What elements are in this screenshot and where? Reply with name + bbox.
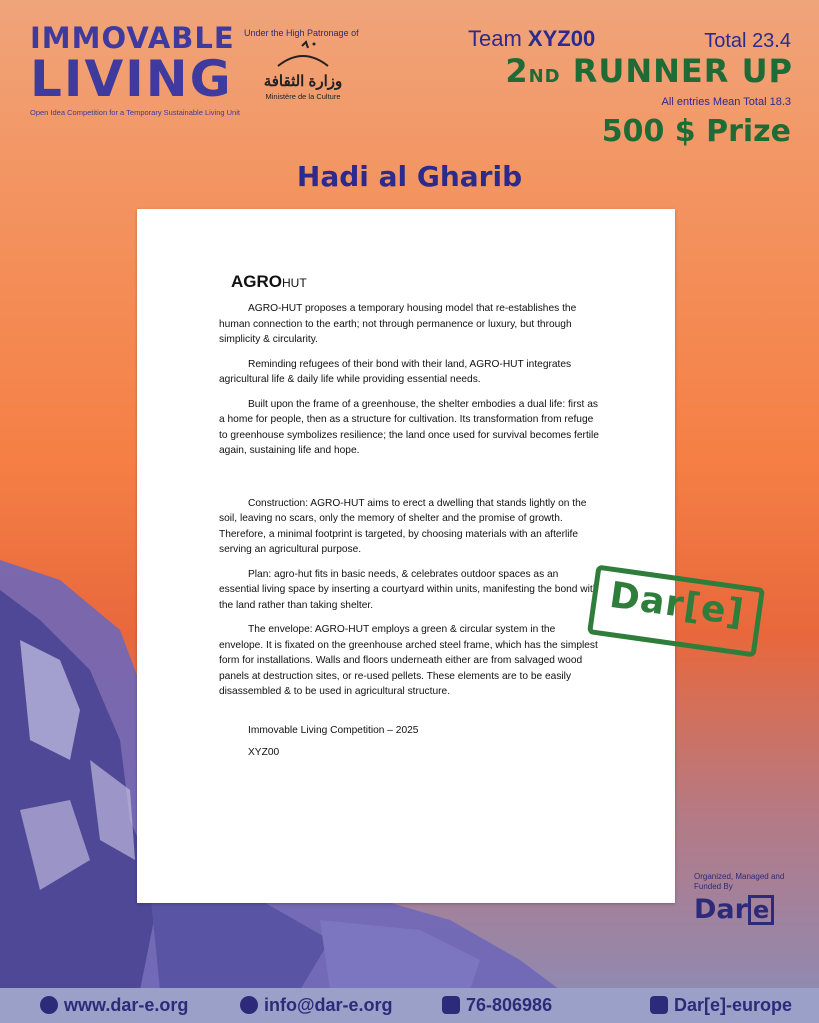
phone-text: 76-806986	[466, 995, 553, 1015]
phone-icon	[442, 996, 460, 1014]
team-prefix: Team	[468, 26, 522, 51]
prize-amount: 500 $ Prize	[601, 114, 791, 149]
document-paragraph: Reminding refugees of their bond with their land, AGRO-HUT integrates agricultural life & daily life while providing essential needs.	[219, 358, 572, 385]
ministry-arabic: وزارة الثقافة	[263, 73, 343, 90]
mean-total	[662, 96, 791, 108]
rank-title	[505, 52, 793, 90]
patronage	[244, 28, 374, 38]
website-text: www.dar-e.org	[64, 995, 189, 1015]
rank-suffix: ND	[528, 66, 561, 87]
instagram-text: Dar[e]-europe	[674, 995, 793, 1015]
logo-line1: IMMOVABLE	[30, 21, 235, 55]
document-paragraph: Construction: AGRO-HUT aims to erect a dwelling that stands lightly on the soil, leaving no scars, only the memory of shelter and the promise of growth. Therefore, a minimal footprint is targeted, by choosing materials with an afterlife serving an agricultural purpose.	[219, 497, 587, 555]
competition-logo	[30, 22, 240, 117]
total-value: 23.4	[752, 30, 791, 52]
rank-text: RUNNER UP	[572, 52, 793, 90]
total-label: Total	[704, 30, 747, 52]
entry-document	[137, 209, 675, 903]
document-paragraph: Built upon the frame of a greenhouse, the shelter embodies a dual life: first as a home for people, then as a structure for cultivation. Its transformation from refuge to greenhouse symbolizes resilience; the land once used for survival becomes fertile again, sustaining life and hope.	[219, 398, 599, 456]
document-title-rest: HUT	[282, 276, 307, 290]
total-score	[704, 30, 791, 53]
ministry-emblem-icon	[258, 40, 348, 72]
email-text: info@dar-e.org	[264, 995, 393, 1015]
contact-footer	[0, 988, 819, 1023]
organizer-logo	[694, 894, 794, 925]
ministry-french: Ministère de la Culture	[265, 92, 341, 101]
website-link[interactable]	[40, 995, 188, 1016]
mean-value: 18.3	[769, 96, 791, 108]
document-paragraph: The envelope: AGRO-HUT employs a green & circular system in the envelope. It is fixated on the greenhouse arched steel frame, which has the simplest form for installations. Walls and floors underneath either are from salvaged wood panels at destruction sites, or re-used pellets. These elements are to be easily disassembled & to be used in agricultural structure.	[219, 624, 598, 697]
stamp-text: Dar[e]	[607, 574, 747, 635]
email-icon	[240, 996, 258, 1014]
rank-number: 2	[505, 52, 529, 90]
email-link[interactable]	[240, 995, 393, 1016]
document-paragraph: Plan: agro-hut fits in basic needs, & celebrates outdoor spaces as an essential living space by inserting a courtyard within units, manifesting the bond with the land rather than taking shelter.	[219, 568, 599, 611]
document-paragraph: AGRO-HUT proposes a temporary housing model that re-establishes the human connection to the earth; not through permanence or luxury, but through simplicity & circularity.	[219, 303, 577, 345]
organizer-label: Organized, Managed and Funded By	[694, 872, 785, 891]
organizer-logo-text: Dar	[694, 894, 748, 925]
website-icon	[40, 996, 58, 1014]
mean-label: All entries Mean Total	[661, 96, 767, 108]
instagram-icon	[650, 996, 668, 1014]
document-footer	[248, 720, 418, 764]
logo-subtitle: Open Idea Competition for a Temporary Sustainable Living Unit	[30, 108, 240, 117]
ministry-logo	[258, 40, 348, 104]
phone-link[interactable]	[442, 995, 552, 1016]
organizer-logo-bracket: e	[748, 895, 774, 925]
document-footer-team: XYZ00	[248, 747, 280, 758]
document-body	[219, 301, 599, 709]
patronage-label: Under the High Patronage of	[244, 28, 359, 38]
instagram-link[interactable]	[650, 995, 792, 1016]
team-label	[468, 26, 595, 52]
logo-line2: LIVING	[30, 50, 233, 108]
author-name: Hadi al Gharib	[296, 160, 523, 193]
document-title	[231, 272, 307, 292]
organizer-block	[694, 872, 794, 925]
document-title-bold: AGRO	[231, 272, 282, 291]
team-name: XYZ00	[527, 26, 596, 51]
document-footer-competition: Immovable Living Competition – 2025	[248, 725, 419, 736]
